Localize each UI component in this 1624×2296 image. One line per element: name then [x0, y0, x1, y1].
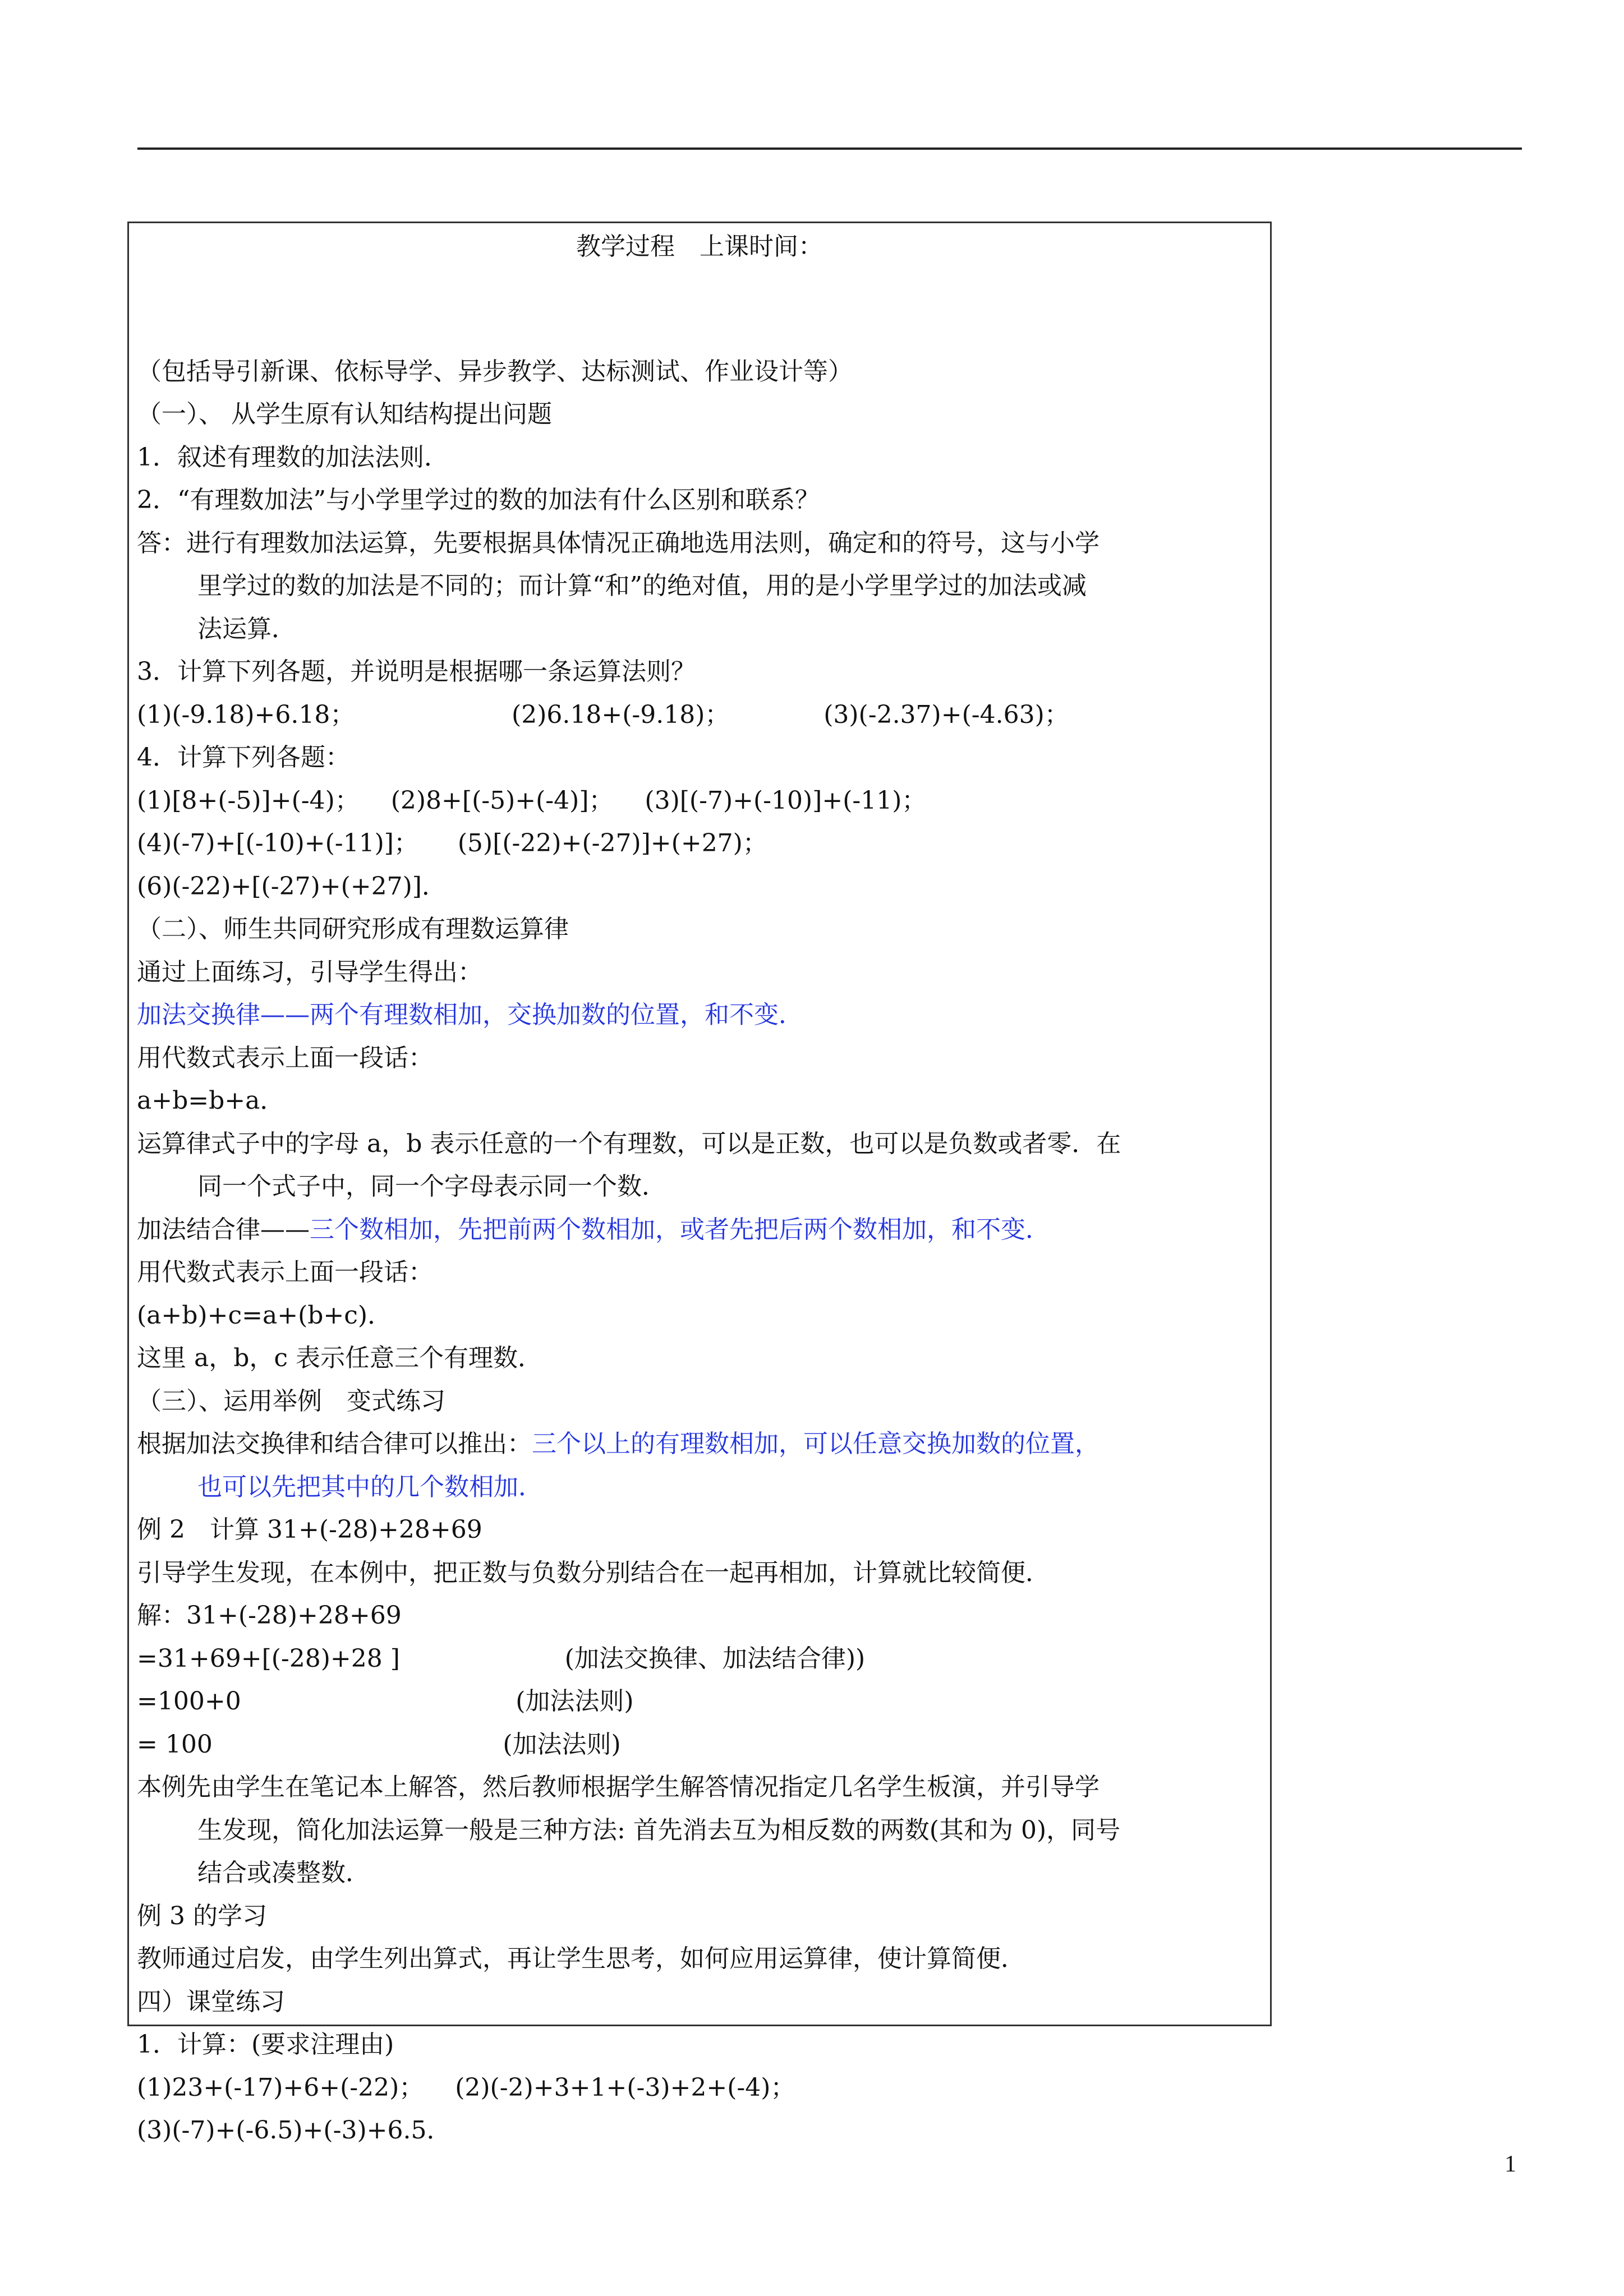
content-line-text: 也可以先把其中的几个数相加． — [197, 1472, 543, 1501]
content-line — [137, 1766, 1259, 1809]
content-line — [137, 865, 1259, 909]
content-line-text: 例 3 的学习 — [137, 1901, 267, 1930]
content-line — [137, 1123, 1259, 1166]
content-line-text: 里学过的数的加法是不同的；而计算“和”的绝对值，用的是小学里学过的加法或减 — [197, 571, 1087, 600]
content-line — [137, 1638, 1259, 1681]
content-line — [137, 1680, 1259, 1723]
content-line — [137, 1895, 1259, 1938]
content-line — [137, 1723, 1259, 1767]
content-line-text: 这里 a，b，c 表示任意三个有理数． — [137, 1344, 543, 1372]
content-line-text: = 100 (加法法则) — [137, 1730, 621, 1759]
content-line — [137, 651, 1259, 694]
content-line — [137, 1337, 1259, 1380]
content-line — [137, 1552, 1259, 1595]
content-line — [137, 994, 1259, 1037]
content-line-text: (3)(-7)+(-6.5)+(-3)+6.5． — [137, 2116, 452, 2145]
content-line — [137, 565, 1259, 608]
content-line — [137, 307, 1259, 351]
content-line-text: （三）、运用举例 变式练习 — [137, 1386, 445, 1416]
content-line-text: 教师通过启发，由学生列出算式，再让学生思考，如何应用运算律，使计算简便． — [137, 1944, 1025, 1973]
content-line — [137, 908, 1259, 951]
content-line-text: 生发现，简化加法运算一般是三种方法: 首先消去互为相反数的两数(其和为 0)，同号 — [197, 1815, 1121, 1845]
content-line-text: （包括导引新课、依标导学、异步教学、达标测试、作业设计等） — [137, 357, 853, 386]
content-line-text: 2．“有理数加法”与小学里学过的数的加法有什么区别和联系？ — [137, 486, 820, 514]
content-line — [137, 1594, 1259, 1638]
content-line-text: 根据加法交换律和结合律可以推出： — [137, 1430, 532, 1458]
content-line-text: 本例先由学生在笔记本上解答，然后教师根据学生解答情况指定几名学生板演，并引导学 — [137, 1773, 1099, 1801]
lesson-process-table — [127, 222, 1272, 2145]
content-line — [137, 2109, 1259, 2152]
content-line-text: a+b=b+a． — [137, 1086, 285, 1115]
content-line-text: =31+69+[(-28)+28 ] (加法交换律、加法结合律)) — [137, 1644, 866, 1673]
content-line-text: 解：31+(-28)+28+69 — [137, 1601, 402, 1630]
content-line — [137, 736, 1259, 780]
content-line — [137, 2023, 1259, 2067]
content-line-text: (1)[8+(-5)]+(-4)； (2)8+[(-5)+(-4)]； (3)[(-7)+(-10)]+(-11)； — [137, 786, 927, 815]
table-heading: 教学过程 上课时间： — [576, 232, 823, 261]
content-line — [137, 1080, 1259, 1123]
content-line-text: 加法交换律——两个有理数相加，交换加数的位置，和不变． — [137, 1001, 803, 1029]
content-line — [137, 1423, 1259, 1466]
content-line — [137, 1294, 1259, 1338]
content-line — [137, 1380, 1259, 1423]
content-line — [137, 1509, 1259, 1552]
content-line — [137, 608, 1259, 651]
content-line — [137, 1809, 1259, 1852]
content-line — [137, 436, 1259, 480]
content-line-text: 用代数式表示上面一段话： — [137, 1043, 433, 1072]
content-line-text: (4)(-7)+[(-10)+(-11)]； (5)[(-22)+(-27)]+(+27)； — [137, 829, 767, 857]
content-line — [137, 1466, 1259, 1509]
content-line — [137, 822, 1259, 865]
content-line-text: 1．叙述有理数的加法法则． — [137, 442, 449, 472]
content-line — [137, 780, 1259, 823]
content-line-text: (6)(-22)+[(-27)+(+27)]． — [137, 872, 447, 901]
content-line — [137, 1209, 1259, 1252]
content-line-text: 例 2 计算 31+(-28)+28+69 — [137, 1515, 482, 1544]
content-line — [137, 2067, 1259, 2110]
content-line-text: 4．计算下列各题： — [137, 743, 350, 772]
content-line-text: 四）课堂练习 — [137, 1987, 285, 2016]
content-line — [137, 351, 1259, 394]
content-line-text: 1．计算：(要求注理由) — [137, 2030, 394, 2059]
content-line-text: 运算律式子中的字母 a，b 表示任意的一个有理数，可以是正数，也可以是负数或者零．在 — [137, 1129, 1121, 1158]
content-line — [137, 951, 1259, 994]
content-line — [137, 694, 1259, 737]
content-line-text: =100+0 (加法法则) — [137, 1687, 634, 1716]
content-line-text: 加法结合律—— — [137, 1215, 310, 1244]
content-line-highlight: 三个以上的有理数相加，可以任意交换加数的位置， — [532, 1430, 1099, 1458]
content-line-text: 答：进行有理数加法运算，先要根据具体情况正确地选用法则，确定和的符号，这与小学 — [137, 528, 1099, 557]
content-line — [137, 393, 1259, 436]
content-line-text: 同一个式子中，同一个字母表示同一个数． — [197, 1172, 666, 1201]
content-line-text: 引导学生发现，在本例中，把正数与负数分别结合在一起再相加，计算就比较简便． — [137, 1558, 1050, 1587]
content-line-text: 用代数式表示上面一段话： — [137, 1258, 433, 1287]
content-line-text: 3．计算下列各题，并说明是根据哪一条运算法则？ — [137, 657, 696, 686]
content-line-text: (1)23+(-17)+6+(-22)； (2)(-2)+3+1+(-3)+2+(-4)； — [137, 2073, 795, 2102]
page-number: 1 — [1505, 2151, 1516, 2177]
content-line-text: 结合或凑整数． — [197, 1859, 370, 1887]
content-line-text: (a+b)+c=a+(b+c)． — [137, 1301, 393, 1330]
content-line — [137, 522, 1259, 565]
content-line-text: (1)(-9.18)+6.18； (2)6.18+(-9.18)； (3)(-2.37)+(-4.63)； — [137, 700, 1069, 729]
header-rule — [137, 147, 1522, 150]
content-line-text: （一）、 从学生原有认知结构提出问题 — [137, 400, 552, 428]
content-line-highlight: 三个数相加，先把前两个数相加，或者先把后两个数相加，和不变． — [310, 1215, 1050, 1244]
content-line — [137, 1981, 1259, 2024]
content-line — [137, 479, 1259, 522]
content-line — [137, 1165, 1259, 1209]
content-line — [137, 1251, 1259, 1294]
content-line — [137, 1938, 1259, 1981]
content-line-text: （二）、师生共同研究形成有理数运算律 — [137, 915, 569, 943]
content-line-text: 通过上面练习，引导学生得出： — [137, 957, 482, 986]
content-line — [137, 1037, 1259, 1080]
content-line-text: 法运算． — [197, 614, 296, 643]
content-line — [137, 1852, 1259, 1895]
lesson-content — [137, 307, 1259, 2152]
